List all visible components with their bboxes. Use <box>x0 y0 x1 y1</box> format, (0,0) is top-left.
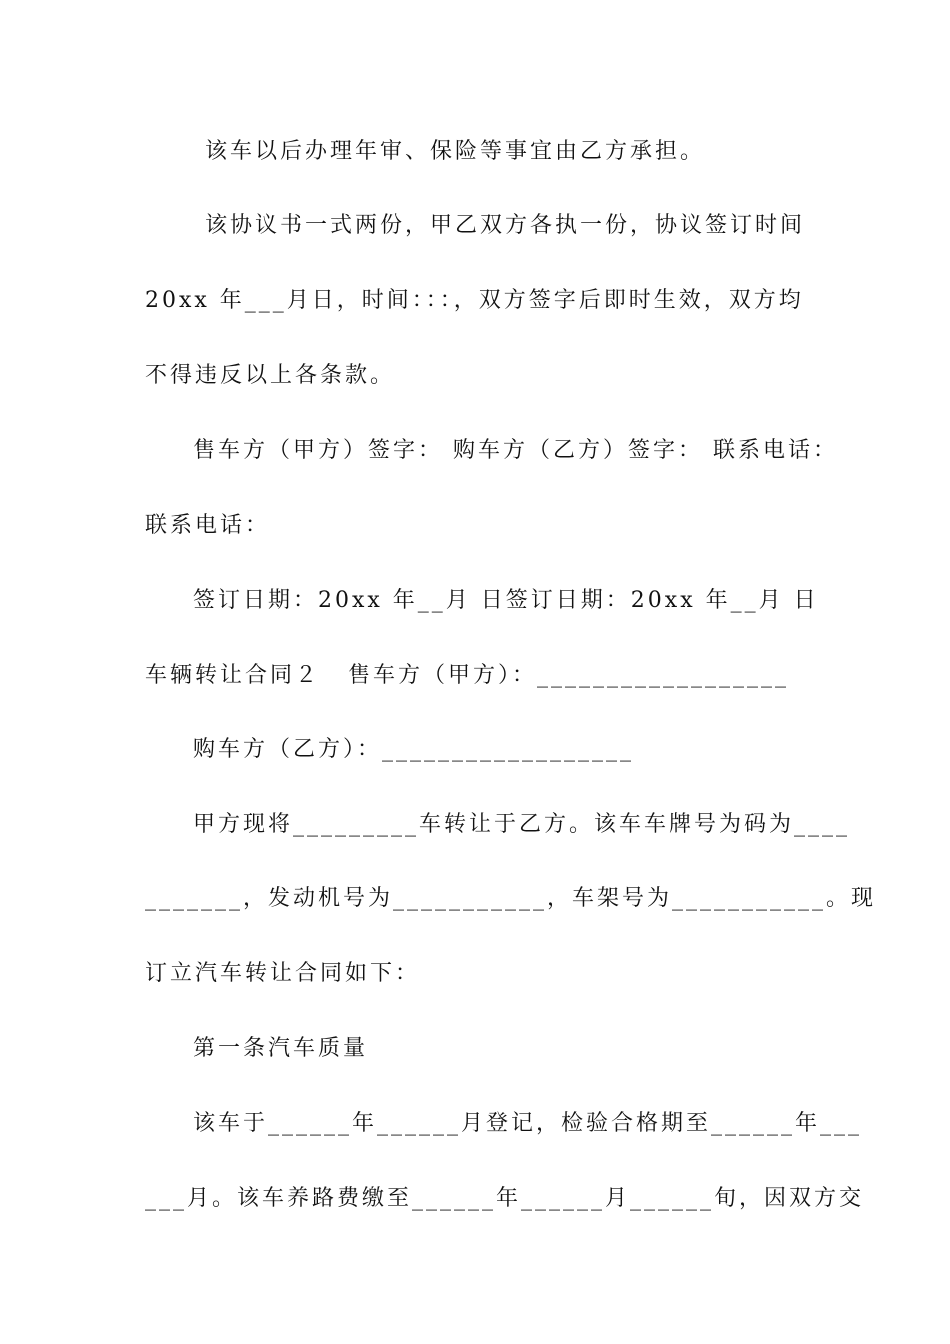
paragraph-agreement-copies: 该协议书一式两份，甲乙双方各执一份，协议签订时间 <box>205 213 806 238</box>
paragraph-no-violation: 不得违反以上各条款。 <box>145 363 396 388</box>
registration-date-line: 该车于______年______月登记，检验合格期至______年___ <box>193 1111 863 1136</box>
article-1-heading: 第一条汽车质量 <box>193 1036 369 1061</box>
contract-title-line <box>145 661 789 691</box>
buyer-party-field: 购车方（乙方）：__________________ <box>193 737 635 762</box>
paragraph-agreement-date: 20xx 年___月日，时间：：：，双方签字后即时生效，双方均 <box>145 288 804 313</box>
signing-date-line: 签订日期：20xx 年__月 日签订日期：20xx 年__月 日 <box>193 588 819 613</box>
vehicle-identifiers: _______，发动机号为___________，车架号为___________。现 <box>145 886 877 911</box>
contract-title: 车辆转让合同２ <box>145 663 321 688</box>
contact-phone-line: 联系电话： <box>145 513 271 538</box>
transfer-statement: 甲方现将_________车转让于乙方。该车车牌号为码为____ <box>193 812 851 837</box>
seller-party-field: 售车方（甲方）：__________________ <box>348 663 790 688</box>
paragraph-annual-inspection: 该车以后办理年审、保险等事宜由乙方承担。 <box>205 139 706 164</box>
contract-intro: 订立汽车转让合同如下： <box>145 961 421 986</box>
signature-line: 售车方（甲方）签字： 购车方（乙方）签字： 联系电话： <box>193 438 838 463</box>
road-fee-line: ___月。该车养路费缴至______年______月______旬，因双方交 <box>145 1186 865 1211</box>
